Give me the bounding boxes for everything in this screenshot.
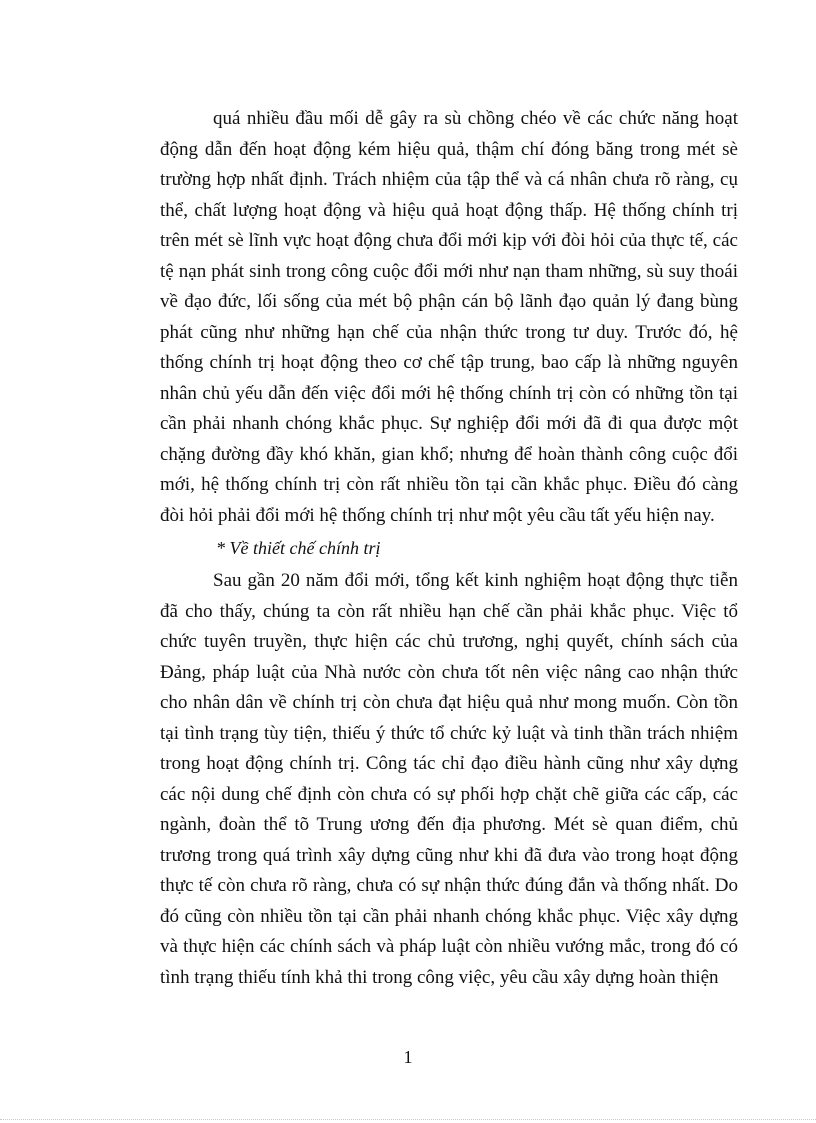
- section-heading: * Về thiết chế chính trị: [216, 538, 381, 558]
- paragraph-1: quá nhiều đầu mối dễ gây ra sù chồng chéo về các chức năng hoạt động dẫn đến hoạt động kém hiệu quả, thậm chí đóng băng trong mét sè trường hợp nhất định. Trách nhiệm của tập thể và cá nhân chưa rõ ràng, cụ thể, chất lượng hoạt động và hiệu quả hoạt động thấp. Hệ thống chính trị trên mét sè lĩnh vực hoạt động chưa đổi mới kịp với đòi hỏi của thực tế, các tệ nạn phát sinh trong công cuộc đổi mới như nạn tham những, sù suy thoái về đạo đức, lối sống của mét bộ phận cán bộ lãnh đạo quản lý đang bùng phát cũng như những hạn chế của nhận thức trong tư duy. Trước đó, hệ thống chính trị hoạt động theo cơ chế tập trung, bao cấp là những nguyên nhân chủ yếu dẫn đến việc đổi mới hệ thống chính trị còn có những tồn tại cần phải nhanh chóng khắc phục. Sự nghiệp đổi mới đã đi qua được một chặng đường đầy khó khăn, gian khổ; nhưng để hoàn thành công cuộc đổi mới, hệ thống chính trị còn rất nhiều tồn tại cần khắc phục. Điều đó càng đòi hỏi phải đổi mới hệ thống chính trị như một yêu cầu tất yếu hiện nay.: [160, 108, 738, 526]
- page-number: 1: [403, 1047, 413, 1067]
- page-bottom-divider: [0, 1119, 816, 1120]
- document-body: [160, 104, 738, 993]
- paragraph-2: Sau gần 20 năm đổi mới, tổng kết kinh nghiệm hoạt động thực tiễn đã cho thấy, chúng ta còn rất nhiều hạn chế cần phải khắc phục. Việc tổ chức tuyên truyền, thực hiện các chủ trương, nghị quyết, chính sách của Đảng, pháp luật của Nhà nước còn chưa tốt nên việc nâng cao nhận thức cho nhân dân về chính trị còn chưa đạt hiệu quả như mong muốn. Còn tồn tại tình trạng tùy tiện, thiếu ý thức tổ chức kỷ luật và tinh thần trách nhiệm trong hoạt động chính trị. Công tác chỉ đạo điều hành cũng như xây dựng các nội dung chế định còn chưa có sự phối hợp chặt chẽ giữa các cấp, các ngành, đoàn thể tõ Trung ương đến địa phương. Mét sè quan điểm, chủ trương trong quá trình xây dựng cũng như khi đã đưa vào trong hoạt động thực tế còn chưa rõ ràng, chưa có sự nhận thức đúng đắn và thống nhất. Do đó cũng còn nhiều tồn tại cần phải nhanh chóng khắc phục. Việc xây dựng và thực hiện các chính sách và pháp luật còn nhiều vướng mắc, trong đó có tình trạng thiếu tính khả thi trong công việc, yêu cầu xây dựng hoàn thiện: [160, 570, 738, 988]
